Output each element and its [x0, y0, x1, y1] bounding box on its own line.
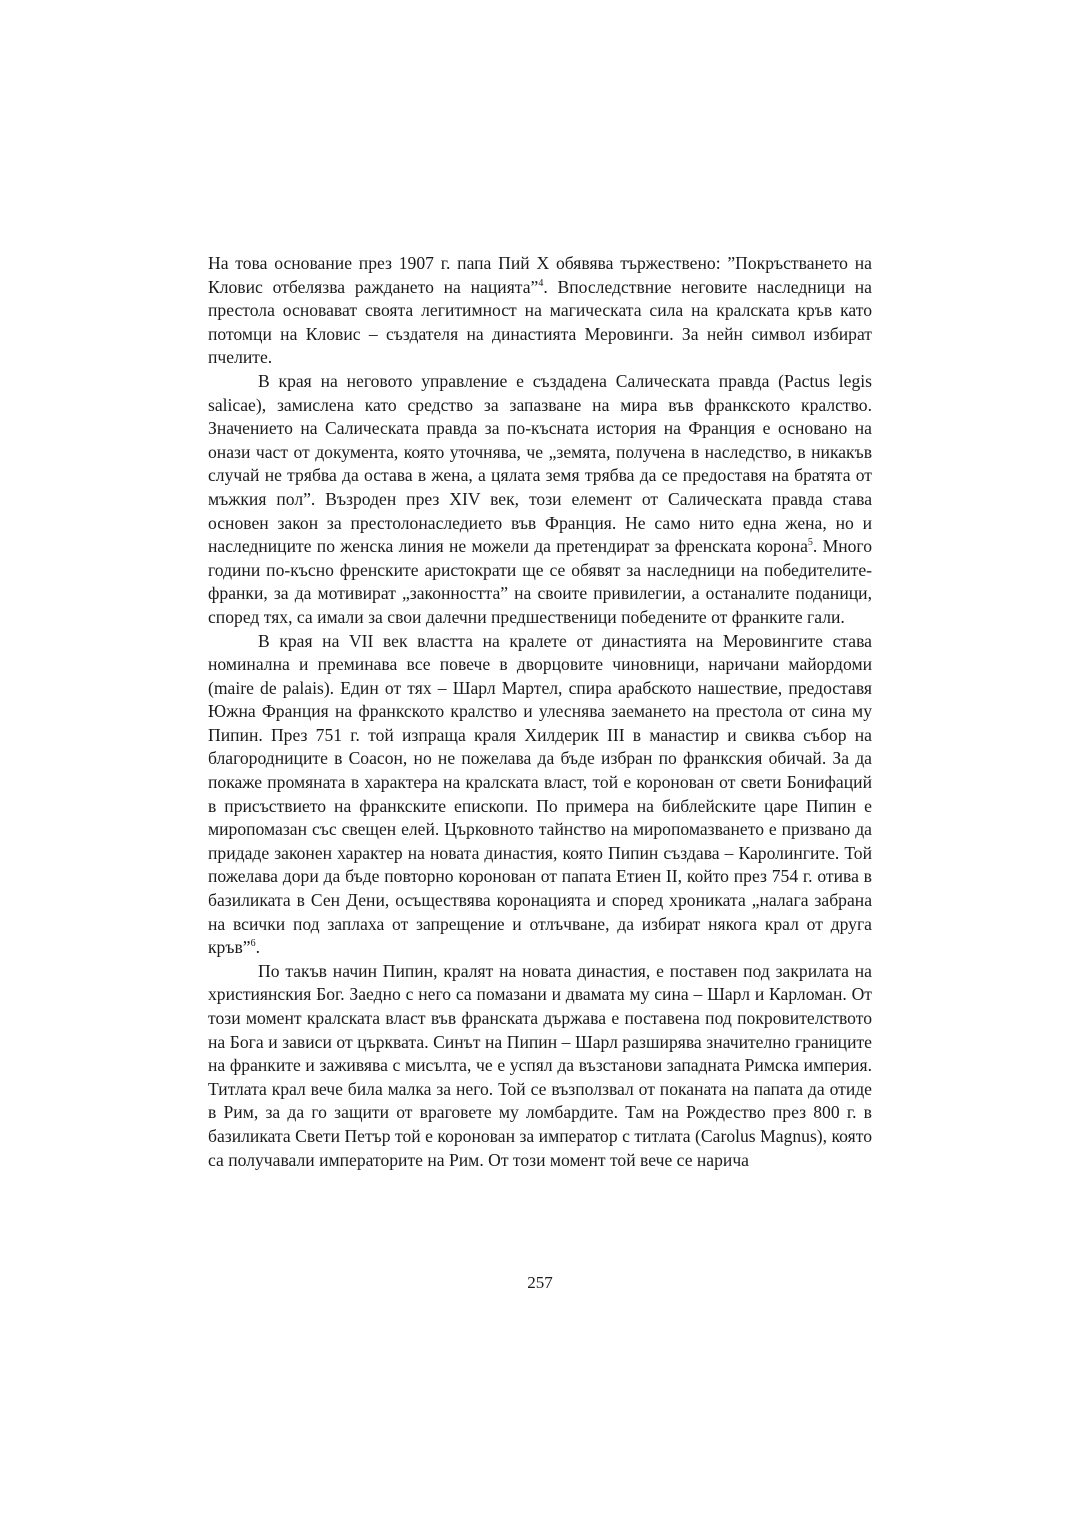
footnote-ref-5: 5 [807, 537, 813, 549]
paragraph-3-tail: . [255, 937, 260, 958]
paragraph-3-text: В края на VII век властта на кралете от династията на Меровингите става номинална и преминава все повече в дворцовите чиновници, наричани майордоми (maire de palais). Един от тях – Шарл Мартел, спира арабското нашествие, предоставя Южна Франция на франкското кралство и улеснява заемането на престола от сина му Пипин. През 751 г. той изпраща краля Хилдерик III в манастир и свиква събор на благородниците в Соасон, но не пожелава да бъде избран по франкския обичай. За да покаже промяната в характера на кралската власт, той е коронован от свети Бонифаций в присъствието на франкските епископи. По примера на библейските царе Пипин е миропомазан със свещен елей. Църковното тайнство на миропомазването е призвано да придаде законен характер на новата династия, която Пипин създава – Каролингите. Той пожелава дори да бъде повторно коронован от папата Етиен II, който през 754 г. отива в базиликата в Сен Дени, осъществява коронацията и според хрониката „налага забрана на всички под заплаха от запрещение и отлъчване, да избират някога крал от друга кръв” [208, 630, 872, 958]
paragraph-4 [208, 960, 872, 1172]
page-number: 257 [527, 1273, 553, 1292]
paragraph-2 [208, 370, 872, 630]
paragraph-1 [208, 252, 872, 370]
paragraph-1-text: На това основание през 1907 г. папа Пий X обявява тържествено: ”Покръстването на Кловис отбелязва раждането на нацията” [208, 253, 872, 297]
paragraph-3 [208, 630, 872, 960]
footnote-ref-4: 4 [538, 277, 544, 289]
paragraph-4-text: По такъв начин Пипин, кралят на новата династия, е поставен под закрилата на християнския Бог. Заедно с него са помазани и двамата му сина – Шарл и Карломан. От този момент кралската власт във франската държава е поставена под покровителството на Бога и зависи от църквата. Синът на Пипин – Шарл разширява значително границите на франките и заживява с мисълта, че е успял да възстанови западната Римска империя. Титлата крал вече била малка за него. Той се възползвал от поканата на папата да отиде в Рим, за да го защити от враговете му ломбардите. Там на Рождество през 800 г. в базиликата Свети Петър той е коронован за император с титлата (Carolus Magnus), която са получавали императорите на Рим. От този момент той вече се нарича [208, 960, 872, 1170]
body-text [208, 252, 872, 1172]
paragraph-2-text: В края на неговото управление е създадена Салическата правда (Pactus legis salicae), замислена като средство за запазване на мира във франкското кралство. Значението на Салическата правда за по-късната история на Франция е основано на онази част от документа, която уточнява, че „земята, получена в наследство, в никакъв случай не трябва да остава в жена, а цялата земя трябва да се предоставя на братята от мъжкия пол”. Възроден през XIV век, този елемент от Салическата правда става основен закон за престолонаследието във Франция. Не само нито една жена, но и наследниците по женска линия не можели да претендират за френската корона [208, 370, 872, 557]
footnote-ref-6: 6 [250, 938, 256, 950]
paragraph-1-tail: . Впоследствние неговите наследници на престола основават своята легитимност на магическата сила на кралската кръв като потомци на Кловис – създателя на династията Меровинги. За нейн символ избират пчелите. [208, 276, 872, 368]
paragraph-2-tail: . Много години по-късно френските аристократи ще се обявят за наследници на победителите-франки, за да мотивират „законността” на своите привилегии, а останалите поданици, според тях, са имали за свои далечни предшественици победените от франките гали. [208, 536, 873, 627]
